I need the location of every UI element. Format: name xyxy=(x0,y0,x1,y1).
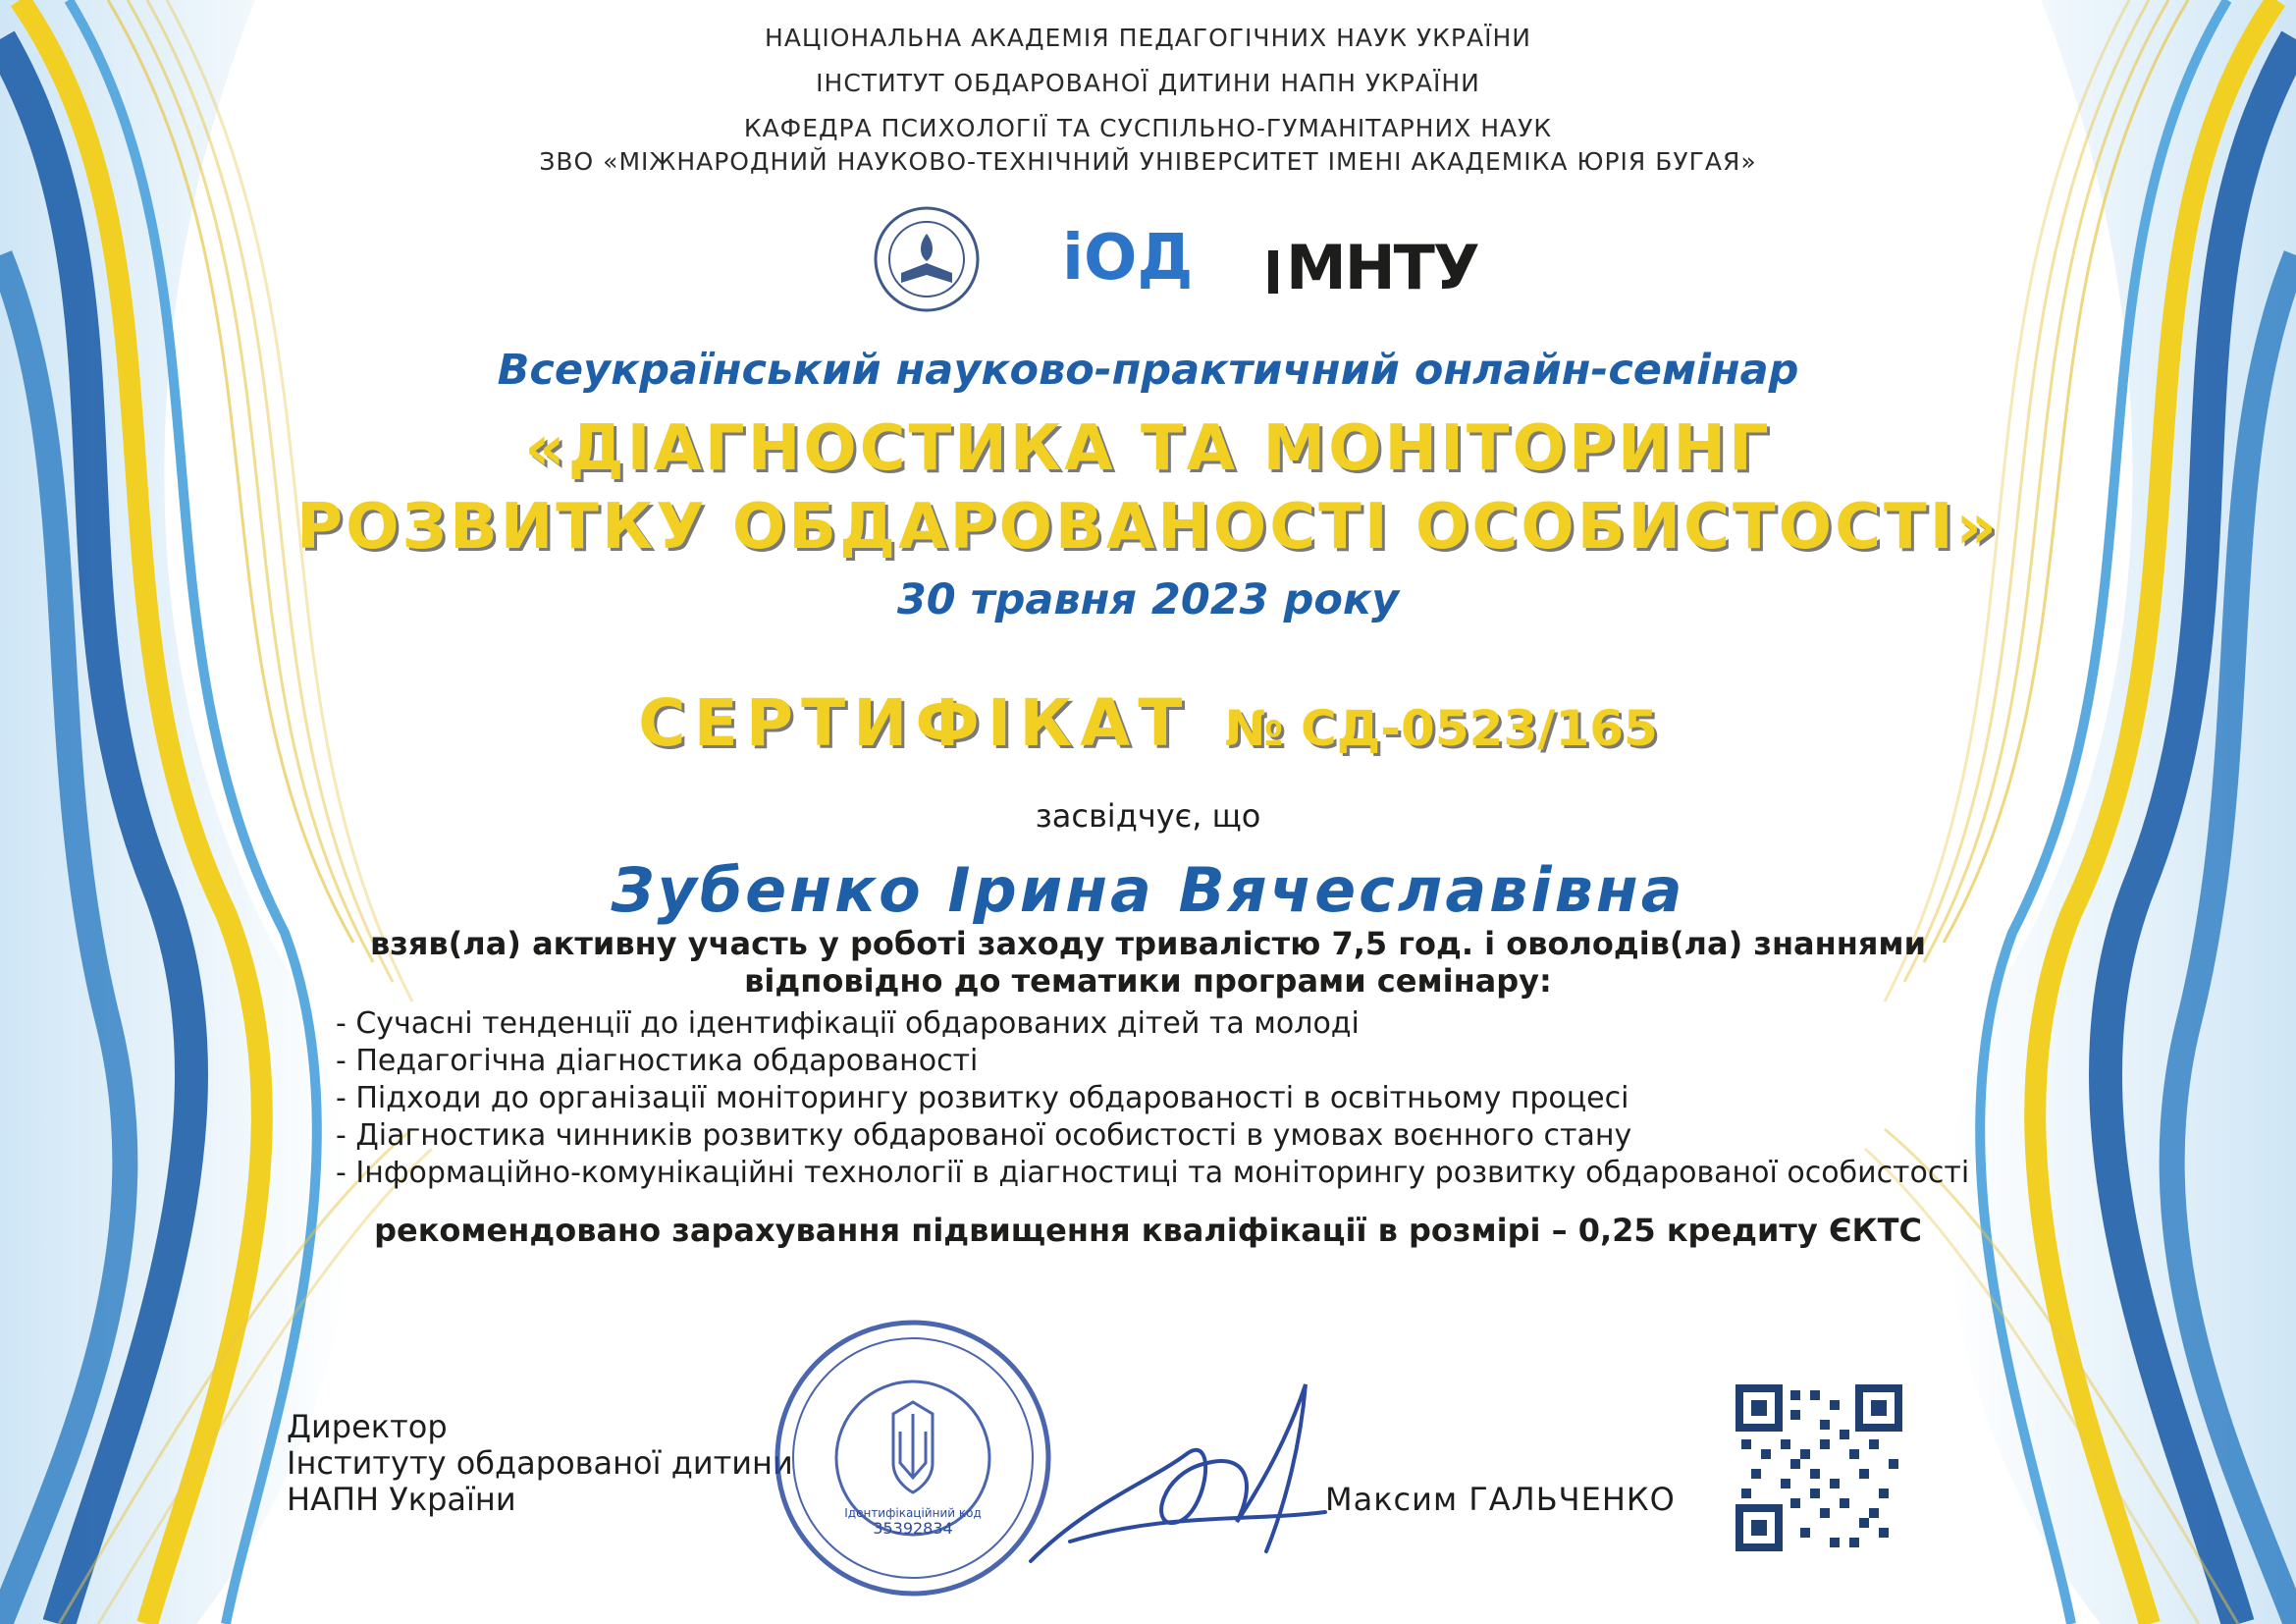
certificate-heading xyxy=(0,685,2296,761)
signatory-title-line1: Директор xyxy=(287,1408,448,1445)
event-title-line1: «ДІАГНОСТИКА ТА МОНІТОРИНГ xyxy=(524,412,1772,485)
signatory-name: Максим ГАЛЬЧЕНКО xyxy=(1325,1481,1676,1518)
certificate-number: № СД-0523/165 xyxy=(1224,700,1658,757)
mntu-logo-text: МНТУ xyxy=(1286,232,1478,303)
iod-logo xyxy=(1062,222,1193,295)
iod-logo-text: іОД xyxy=(1062,222,1194,295)
participation-line1: взяв(ла) активну участь у роботі заходу тривалістю 7,5 год. і оволодів(ла) знаннями xyxy=(370,925,1926,962)
header-department: КАФЕДРА ПСИХОЛОГІЇ ТА СУСПІЛЬНО-ГУМАНІТАРНИХ НАУК xyxy=(743,114,1553,142)
mntu-logo xyxy=(1268,232,1478,303)
topic-item: - Сучасні тенденції до ідентифікації обдарованих дітей та молоді xyxy=(336,1006,1360,1041)
qr-code-icon xyxy=(1735,1384,1902,1551)
handwritten-signature xyxy=(1011,1375,1335,1591)
participation-line2: відповідно до тематики програми семінару: xyxy=(744,962,1552,1000)
topic-item: - Підходи до організації моніторингу розвитку обдарованості в освітньому процесі xyxy=(336,1081,1629,1115)
stamp-caption: Ідентифікаційний код xyxy=(844,1506,982,1520)
signatory-title-line3: НАПН України xyxy=(287,1481,516,1518)
certifies-text: засвідчує, що xyxy=(1035,797,1261,835)
signatory-title xyxy=(287,1409,793,1518)
certificate-word: СЕРТИФІКАТ xyxy=(638,685,1191,761)
recommendation-text: рекомендовано зарахування підвищення кваліфікації в розмірі – 0,25 кредиту ЄКТС xyxy=(374,1212,1922,1249)
header-university: ЗВО «МІЖНАРОДНИЙ НАУКОВО-ТЕХНІЧНИЙ УНІВЕРСИТЕТ ІМЕНІ АКАДЕМІКА ЮРІЯ БУГАЯ» xyxy=(539,147,1757,176)
naps-seal-icon xyxy=(872,204,982,314)
topic-item: - Педагогічна діагностика обдарованості xyxy=(336,1044,979,1078)
recipient-name: Зубенко Ірина Вячеславівна xyxy=(611,854,1685,926)
event-title-line2: РОЗВИТКУ ОБДАРОВАНОСТІ ОСОБИСТОСТІ» xyxy=(296,491,2000,564)
header-academy: НАЦІОНАЛЬНА АКАДЕМІЯ ПЕДАГОГІЧНИХ НАУК УКРАЇНИ xyxy=(765,24,1531,52)
event-subtitle: Всеукраїнський науково-практичний онлайн-семінар xyxy=(497,346,1799,395)
topic-item: - Інформаційно-комунікаційні технології в діагностиці та моніторингу розвитку обдарованої особистості xyxy=(336,1156,1970,1190)
topics-list xyxy=(336,1005,2103,1192)
signatory-title-line2: Інституту обдарованої дитини xyxy=(287,1444,793,1482)
stamp-code: 35392834 xyxy=(873,1519,953,1538)
event-date: 30 травня 2023 року xyxy=(896,575,1400,624)
topic-item: - Діагностика чинників розвитку обдарованої особистості в умовах воєнного стану xyxy=(336,1118,1632,1153)
header-institute: ІНСТИТУТ ОБДАРОВАНОЇ ДИТИНИ НАПН УКРАЇНИ xyxy=(816,69,1480,97)
